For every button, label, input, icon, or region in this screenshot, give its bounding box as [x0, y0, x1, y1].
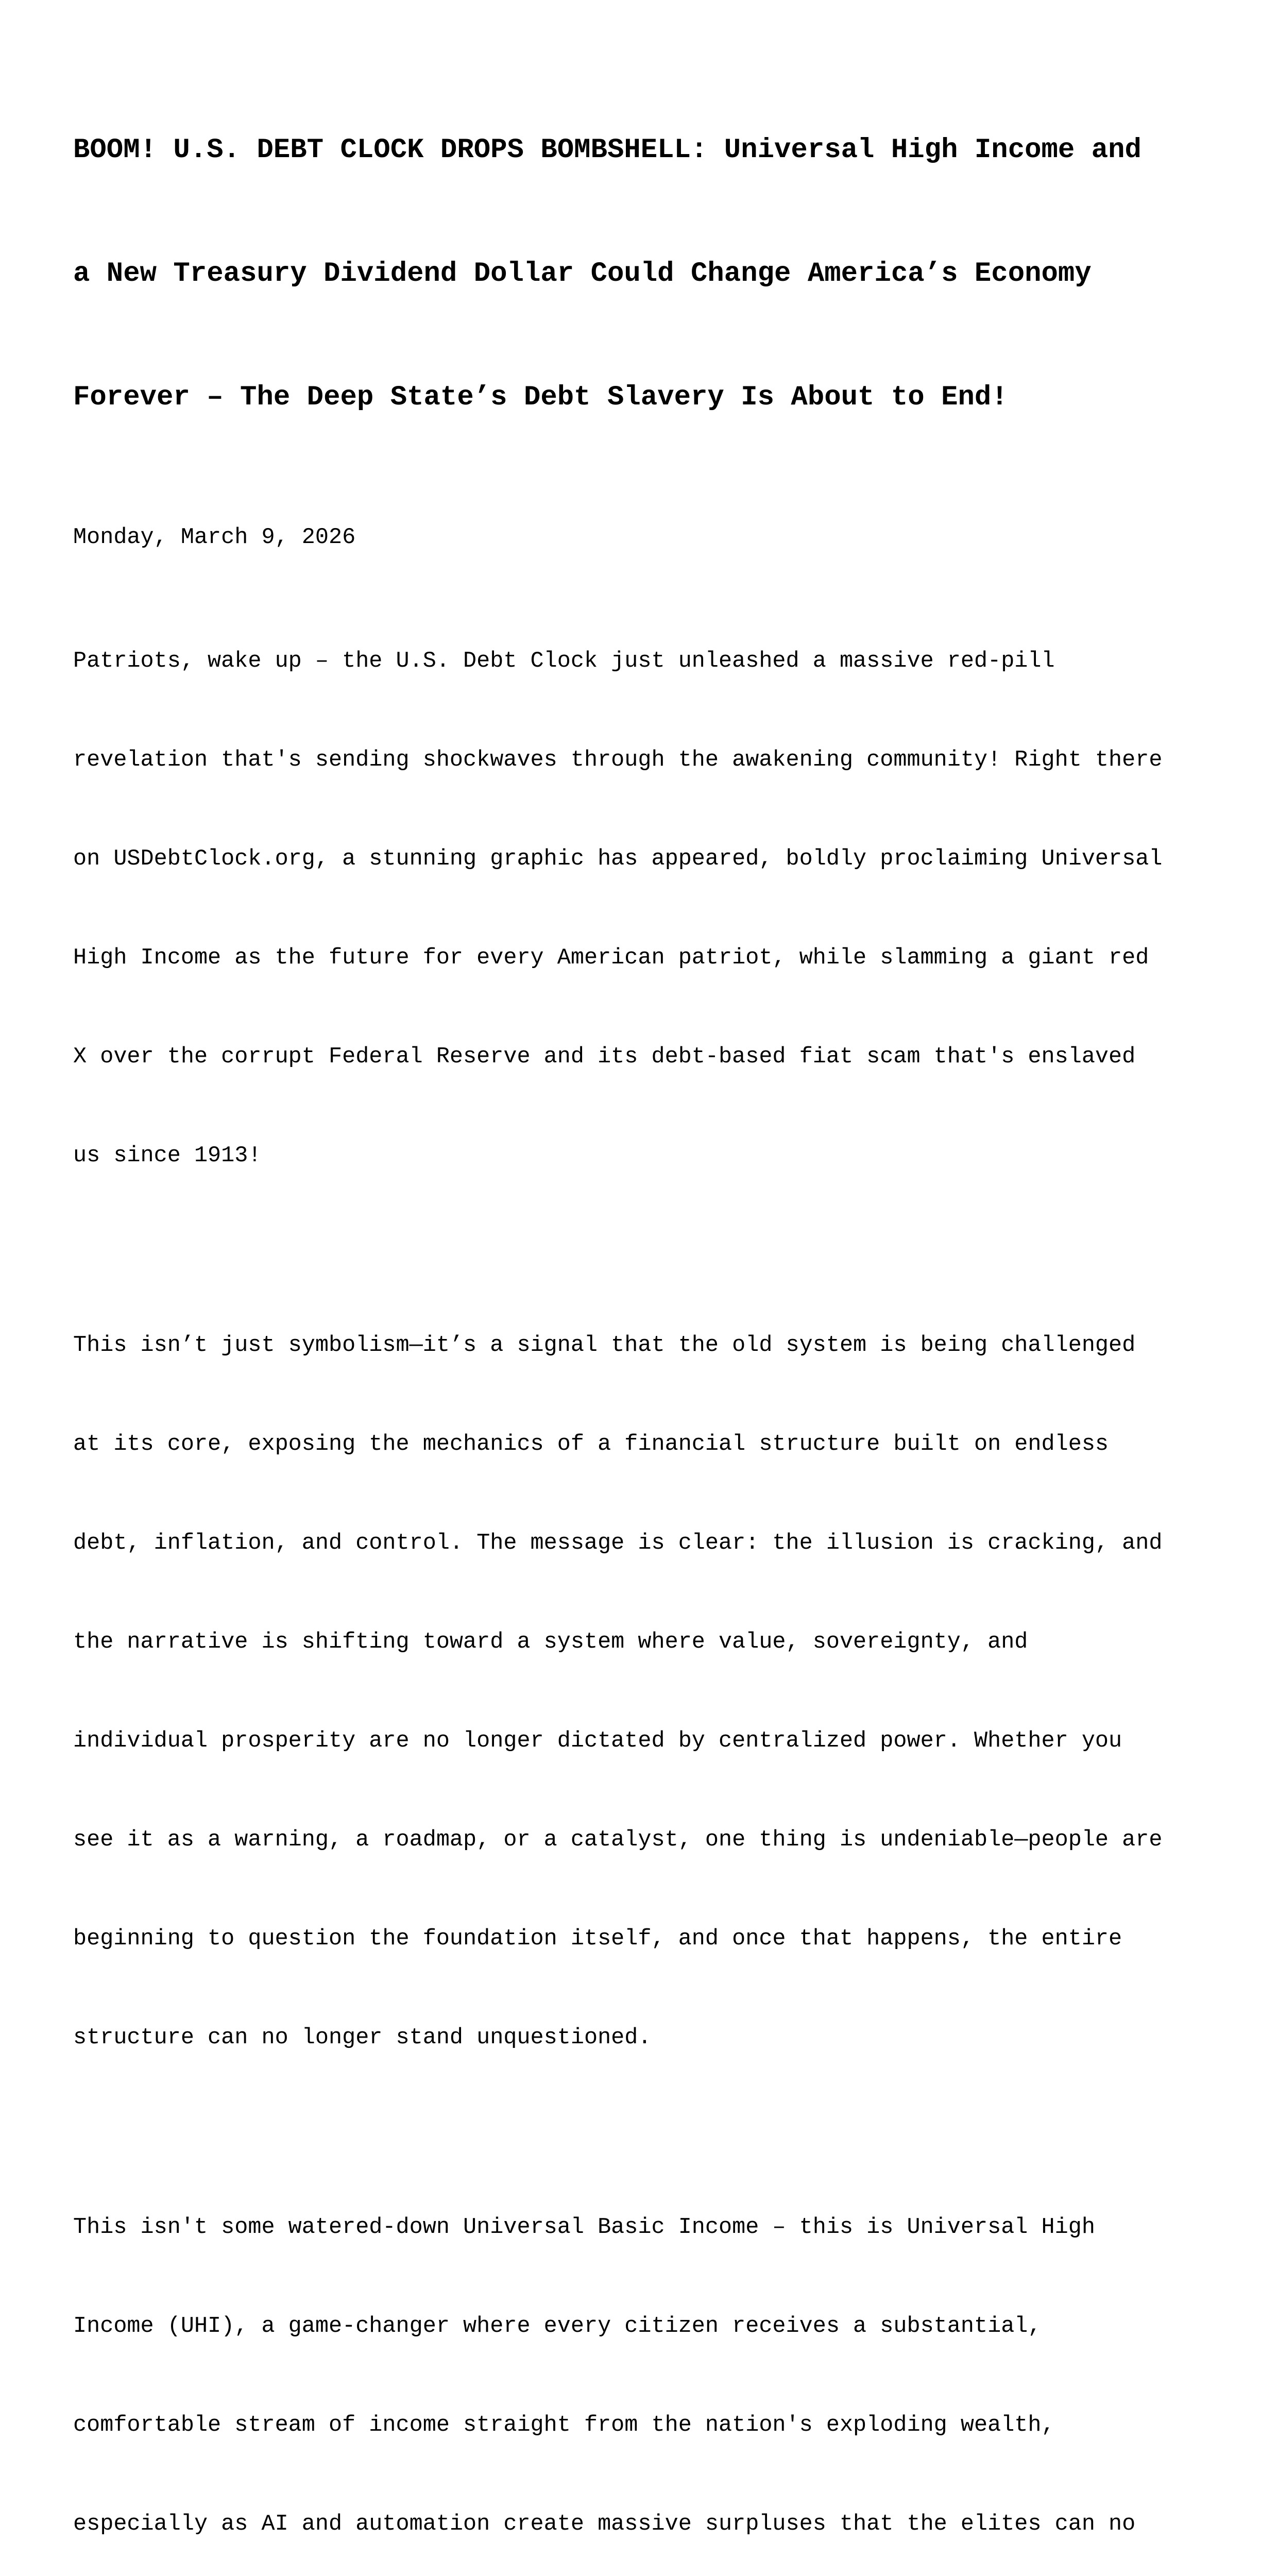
paragraph-2: [73, 1263, 1206, 2121]
text-line: especially as AI and automation create massive surpluses that the elites can no: [73, 2512, 1136, 2537]
text-line: on USDebtClock.org, a stunning graphic has appeared, boldly proclaiming Universal: [73, 846, 1163, 872]
text-line: see it as a warning, a roadmap, or a catalyst, one thing is undeniable—people are: [73, 1827, 1163, 1853]
paragraph-1: [73, 579, 1206, 1239]
text-line: X over the corrupt Federal Reserve and its debt-based fiat scam that's enslaved: [73, 1044, 1136, 1070]
text-line: individual prosperity are no longer dictated by centralized power. Whether you: [73, 1728, 1122, 1754]
title-line: Forever – The Deep State’s Debt Slavery Is About to End!: [73, 382, 1008, 413]
text-line: This isn’t just symbolism—it’s a signal that the old system is being challenged: [73, 1333, 1136, 1358]
text-line: High Income as the future for every American patriot, while slamming a giant red: [73, 945, 1149, 971]
paragraph-3: [73, 2145, 1206, 2576]
article: [73, 47, 1206, 2576]
text-line: at its core, exposing the mechanics of a financial structure built on endless: [73, 1432, 1109, 1457]
text-line: Patriots, wake up – the U.S. Debt Clock just unleashed a massive red-pill: [73, 649, 1055, 674]
text-line: This isn't some watered-down Universal Basic Income – this is Universal High: [73, 2215, 1095, 2240]
title-line: a New Treasury Dividend Dollar Could Change America’s Economy: [73, 258, 1092, 290]
article-date: Monday, March 9, 2026: [73, 525, 356, 550]
text-line: the narrative is shifting toward a system where value, sovereignty, and: [73, 1630, 1028, 1655]
article-title: [73, 47, 1206, 501]
text-line: debt, inflation, and control. The message is clear: the illusion is cracking, and: [73, 1531, 1163, 1556]
text-line: us since 1913!: [73, 1143, 262, 1168]
text-line: Income (UHI), a game-changer where every citizen receives a substantial,: [73, 2314, 1042, 2339]
text-line: structure can no longer stand unquestioned.: [73, 2025, 652, 2050]
text-line: comfortable stream of income straight from the nation's exploding wealth,: [73, 2413, 1055, 2438]
text-line: revelation that's sending shockwaves through the awakening community! Right there: [73, 748, 1163, 773]
text-line: beginning to question the foundation itself, and once that happens, the entire: [73, 1926, 1122, 1952]
title-line: BOOM! U.S. DEBT CLOCK DROPS BOMBSHELL: Universal High Income and: [73, 134, 1141, 166]
